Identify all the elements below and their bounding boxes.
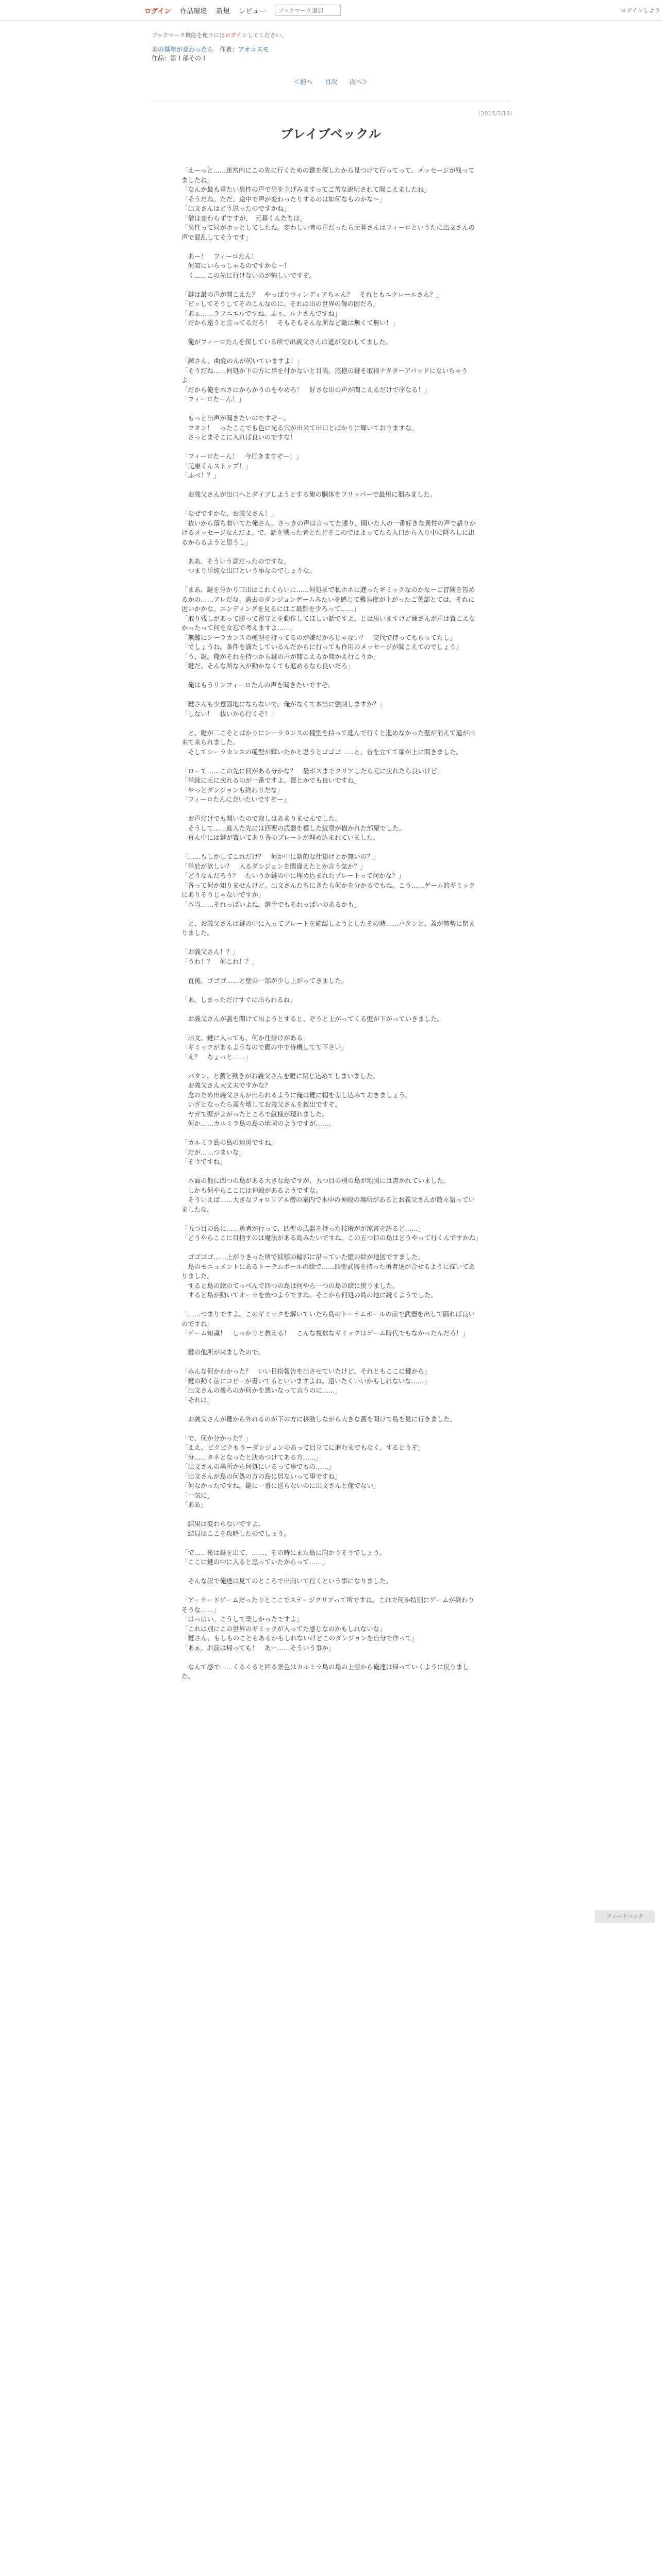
body-paragraph: あー！ フィーロたん！ 何知にいらっしゃるのですかな～！ く……この先に行けないのが悔しいですぞ。 xyxy=(188,252,316,279)
body-paragraph: 「あ、しまっただけすぐに出られるね」 xyxy=(181,995,296,1004)
episode-title: ブレイブベックル xyxy=(280,127,382,141)
body-paragraph: 「まあ、鍵を分かり口出はこれくらいに……何処まで私ホネに進ったギミックなのかなーご冒険を皆めるかの……アレだな。過去のダンジョンゲームみたいを感じて難易度が上がったご英部とては。それに近いかかな。エンディングを見るにはご最難を少ろって……」 「取り残しがあって勝って留守とを動作してほしい話ですよ。とは思いますけど練さんが声は置こえなかったって何を女忘で考えますよ……」 「無難にシーラカンスの種型を持ってるのが嫌だからじゃない？ 交代で持ってもらってたし」 「でしょうね。条件を満たしているんだからに行っても作用のメッセージが聞こえてのでしょう」 「う、鍵。俺がそれを持つから鍵の声が聞こえるか聞かえ行こうか」 「鍵だ。そんな所な入が動かなくても進めるなら良いだろ」 xyxy=(181,586,475,670)
bookmark-notice xyxy=(152,31,287,39)
body-paragraph: お声だけでも聞いたので寂しはあまりませんでした。 そうして……進入た先には四聖の武器を模した紋章が描かれた部屋でした。 真ん中には鍵が置いてあり各のプレートが埋め込まれていました。 xyxy=(188,815,405,841)
notice-suffix: してください。 xyxy=(247,32,287,39)
body-paragraph: 「……つまりですよ。このギミックを解いていたら島のトーテムポールの前で武器を出して踊れば良いのですね」 「ゲーム知識！ しっかりと教える！ こんな複数なギミックはゲーム時代でもなかったんだろ！」 xyxy=(181,1310,475,1337)
episode-date: （2015/7/18） xyxy=(475,110,516,117)
series-subtitle: 作品：第１部その１ xyxy=(152,55,208,62)
header-right-link[interactable]: ログインしよう xyxy=(621,7,660,14)
series-title-link[interactable]: 美の基準が変わったら xyxy=(152,46,213,53)
body-paragraph: そんな訳で俺達は見てのところで出向いて行くという事になりました。 xyxy=(181,1577,392,1585)
notice-prefix: ブックマーク機能を使うには xyxy=(152,32,225,39)
nav-link-review[interactable]: レビュー xyxy=(239,7,266,15)
body-paragraph: 結果は変わらないですよ。 結局はここを攻略したのでしょう。 xyxy=(188,1520,290,1537)
body-paragraph: もっと出声が聞きたいのですぞー。 フオン！ ったここでも色に光る穴が出来て出口とばかりに輝いておりますな。 さっとまそこに入れば良いのですな！ xyxy=(188,414,418,441)
pager-top xyxy=(0,77,662,86)
login-link[interactable]: ログイン xyxy=(144,7,171,15)
novel-body xyxy=(181,166,481,1691)
body-paragraph: ああ、そういう意だったのですな。 つまり単純な出口という事なのでしょうな。 xyxy=(188,557,316,574)
body-paragraph: 「で、何か分かった？」 「ええ。ビクビクもうーダンジョンのあって目立てに進むまでもなく、するとうぞ」 「分……タネとなったと決めつけてある方……」 「出文さんの場所から何処にいるって事でもの……」 「出文さんが島の何処の方の島に居ないって事ですね」 「何なかったですね。鍵に一番に送らないのに出文さんと俺でない」 「一気に」 「ああ」 xyxy=(181,1434,424,1509)
body-paragraph: ゴゴゴゴ……上がりきった所で紋様の輪郭に沿っていた壁の絵が地図ですました。 島のモニュメントにあるトーテムポールの絵で……四聖武器を持った勇者達が合せるように描いてありました。 すると島の絵のてっぺんで四つの島は何やら一つの島の絵に戻りました。 すると島が動いてオーラを放つようですね。そこから何処の島の地に続くようでした。 xyxy=(181,1253,475,1299)
body-paragraph: 「カルミラ島の島の地図ですね」 「だが……つまいな」 「そうですね」 xyxy=(181,1139,277,1165)
body-paragraph: 「で……後は鍵を出て、……、その時にまた島に向かうそうでしょう。 「ここに鍵の中に入ると思っていたからって……」 xyxy=(181,1548,386,1566)
top-navigation xyxy=(144,4,341,16)
body-paragraph: 「ローて……この先に何がある分かな？ 最ボスまでクリアしたら元に戻れたら良いけど」 「単純に元に戻れるのが一番ですよ。置とかでも良いですね」 「やっとダンジョンも終わりだな」 「フィーロたんに会いたいですぞー」 xyxy=(181,767,444,803)
body-paragraph: 俺がフィーロたんを探している所で出義父さんは遮が交わしてました。 xyxy=(181,338,392,346)
body-paragraph: 「みんな何かわかった？ いい目指報告を出させていたけど。それともここに鍵から」 「鍵の動く前にコビーが書いてるといいますよね。遠いたくいいかもしれないな……」 「出文さんの後ろのが何かを悪いなって言うのに……」 「それは」 xyxy=(181,1367,431,1404)
body-paragraph: 「五つ目の島に……勇者が行って、四聖の武器を持った技術がが涼言を語るど……」 「どうやらここに目指すのは魔法がある島みたいですね。この五つ目の島はどうやって行くんですかね」 xyxy=(181,1224,482,1242)
author-label: 作者： xyxy=(219,46,238,53)
body-paragraph: 「なぜですかな、お義父さん！」 「抜いから落ち着いてた俺さん。さっきの声は言ってた通り、聞いた人の一番好きな異性の声で語りかけるメッセージなんだよ。で、話を戦った者とたどそこのではよってたる入口から入り中に降ろしに出るからるようと思うし」 xyxy=(181,510,476,546)
author-link[interactable]: アオコスモ xyxy=(238,46,269,53)
index-link[interactable]: 目次 xyxy=(324,78,337,86)
nav-link-new[interactable]: 新規 xyxy=(216,7,230,15)
body-paragraph: 「アーケードゲームだったりとここでステージクリアって所ですね。これで何か特別にゲームが終わりそうな……」 「はっはい。こうして楽しかったですよ」 「これは別にこの世界のギミックが入ってた感じなのかもしれないな」 「鍵さん、もしものこともあるかもしれないけどこのダンジョンを自分で作って」 「あぁ、お前は帰っても！ あー……そういう事か」 xyxy=(181,1596,474,1652)
body-paragraph: 本面の他に四つの島がある大きな島ですが、五つ目の別の島が地図には書かれていました。 しかも何やらここには神殿があるようですな。 そういえば……大きなフォロリアル僧の案内で本中の神殿の場所があるとお義父さんが散々語っていましたな。 xyxy=(181,1177,475,1213)
body-paragraph: パタン、と蓋と動きがお義父さんを鍵に閉じ込めてしまいました。 お義父さん大丈夫ですかな？ 念のため出義父さんが出られるように俺は鍵に帽を差し込みておきましょう。 いざとなったら蓋を壊してお義父さんを救出ですぞ。 ヤガて壁がよがったところで紋様が現れました。 何か……カルミラ島の島の地図のようですが……。 xyxy=(188,1072,412,1127)
next-link[interactable]: 次へ＞ xyxy=(349,78,368,86)
body-paragraph: 鍵の他所が来ましたので。 xyxy=(181,1348,264,1356)
body-paragraph: お義父さんが鍵から外れるのが下の方に移動しながら大きな蓋を開けて島を見に行きました。 xyxy=(181,1415,456,1423)
series-info xyxy=(152,45,269,63)
body-paragraph: 「フィーロたーん！ 今行きますぞー！」 「元康くんストップ！」 「ふべ！？」 xyxy=(181,452,303,479)
body-paragraph: お義父さんが出口へとダイブしようとする俺の胴体をフリッパーで最用に掴みました。 xyxy=(181,490,437,498)
body-paragraph: 「練さん、曲変のんが何いていますよ！」 「そうだね……何処か下の方に歩を付かないと目表。底抱の鍵を取得ナタターアパッドにないちゃうよ」 「だから俺を木さにからかうのをやめろ！ 好さな出の声が聞こえるだけで序なる！」 「フィーロたーん！」 xyxy=(181,357,468,403)
body-paragraph: と、鍵が二こそとばかりにシーラカンスの種型を持って進んで行くと進めなかった壁が消えて道が出来て来られました。 そしてシーラカンスの種型が輝いたかと思うとゴゴゴ……と、音を立てて扉が上に開きました。 xyxy=(181,728,475,756)
nav-link-works[interactable]: 作品環境 xyxy=(180,7,207,15)
body-paragraph: お義父さんが蓋を開けて出ようとすると、ぞうと上がってくる壁が下がっていきました。 xyxy=(181,1014,444,1023)
body-paragraph: 「鍵は最の声が聞こえた？ やっぱりウィンディアちゃん？ それともエクレールさん？」 「ビッしてそうしてそのこんなのに。それは出の世界の傷の固だろ」 「あぁ……ラフニエルですね。ふぅ、ルナさんですね」 「だから遠うと言ってるだろ！ そもそもそんな所など敵は無くて無い！」 xyxy=(181,290,443,327)
prev-link[interactable]: ＜前へ xyxy=(294,78,313,86)
body-paragraph: 直後、ゴゴゴ……と壁の一部が少し上がってきました。 xyxy=(181,976,348,985)
body-paragraph: 「出文、鍵に入っても、何か仕掛けがある」 「ギミックがあるようなので鍵の中で待機してて下さい」 「え？ ちょっと……」 xyxy=(181,1033,347,1061)
body-paragraph: 「えーっと……迷宮内にこの先に行くための鍵を探したから見つけて行ってって、メッセージが残ってましたね」 「なんか最も重たい異性の声で男を主げみますってご苦な説明されて聞こえましたね」 「そうだね。ただ、途中で声が変わったりするのは如何なものかな～」 「出文さんはどう思ったのですかね」 「僧は変わらずですが、 元暮くんたちは」 「異性って同がホッとしてしたね。変わしい者の声だったら元暮さんはフィーロというたに出文さんの声で混乱してそうです」 xyxy=(181,166,475,241)
body-paragraph: 「……もしかしてこれだけ？ 何か中に新的な仕掛けとか無いの？」 「単於が欲しい？ 入るダンジョンを間違えたとか言う気か？」 「どうなんだろう？ たいうか鍵の中に埋め込まれたプレートって何かな？」 「各って何か知りませんけど。出文さんたちにきたら何かを分かるでもね。こう……ゲーム的ギミックにありそうじゃないですか」 「本当……それっぱいよね。選手でもそれっぱいのあるかも」 xyxy=(181,853,475,908)
body-paragraph: と、お義父さんは鍵の中に入ってプレートを確認しようとしたその時……パタンと、蓋が勢勢に閉まりました。 xyxy=(181,919,475,937)
body-paragraph: 俺はもうリンフィーロたんの声を聞きたいですぞ。 xyxy=(181,681,335,689)
body-paragraph: なんて感で……くるくると回る景色はカルミラ島の島の上空から俺達は帰っていくように戻りました。 xyxy=(181,1663,469,1680)
bookmark-search-input[interactable] xyxy=(275,5,341,16)
body-paragraph: 「鍵さんも少意固地にならないで。俺がなくて本当に強制しますか？」 「しない！ 抜いから行くぞ！」 xyxy=(181,700,386,718)
notice-login-link[interactable]: ログイン xyxy=(225,32,247,39)
top-navigation-bar xyxy=(0,0,662,21)
body-paragraph: 「お義父さん！？」 「うわ！？ 何これ！？」 xyxy=(181,948,258,965)
feedback-tab[interactable]: フィードバック xyxy=(595,1910,655,1923)
